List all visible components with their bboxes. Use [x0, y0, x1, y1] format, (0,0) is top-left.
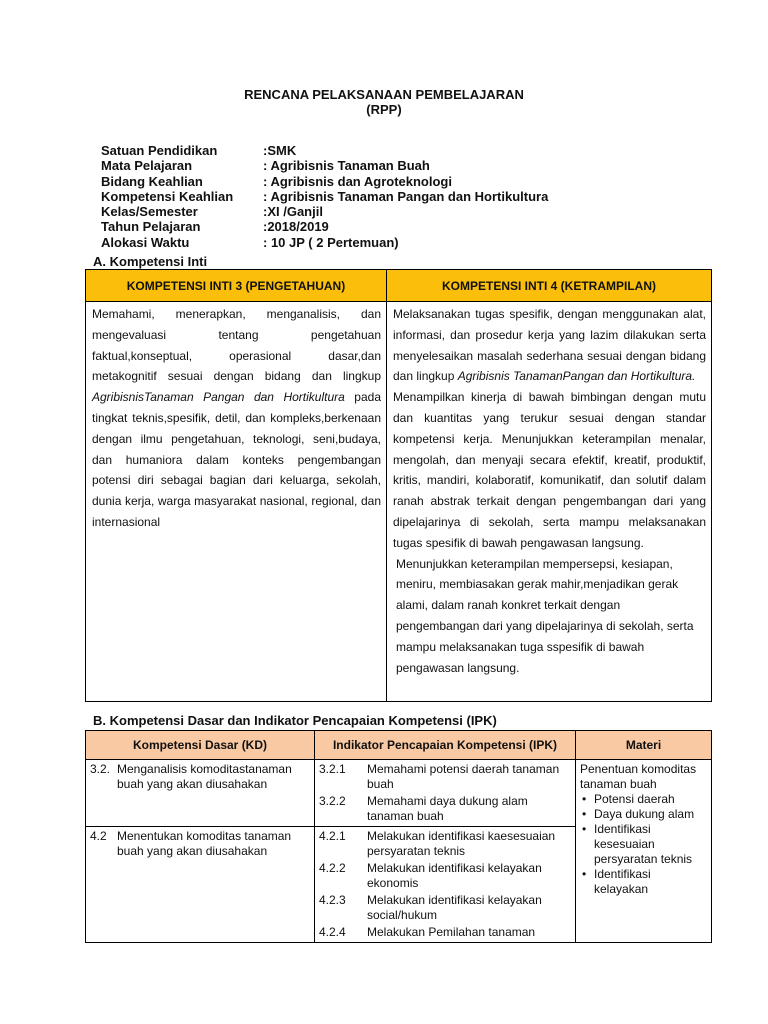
identity-label: Bidang Keahlian — [101, 173, 203, 189]
identity-label: Kompetensi Keahlian — [101, 188, 234, 204]
ipk-number: 4.2.1 — [319, 829, 346, 843]
identity-row — [101, 219, 548, 234]
ipk-number: 4.2.3 — [319, 893, 346, 907]
identity-value: :SMK — [263, 143, 297, 158]
ki4-cell — [387, 302, 712, 702]
identity-label: Kelas/Semester — [101, 204, 198, 220]
kompetensi-dasar-table — [85, 730, 712, 943]
section-b-heading: B. Kompetensi Dasar dan Indikator Pencapaian Kompetensi (IPK) — [93, 713, 497, 728]
ki3-text: Memahami, menerapkan, menganalisis, dan mengevaluasi tentang pengetahuan faktual,konseptual, operasional dasar,dan metakognitif sesuai dengan bidang dan lingkup — [92, 307, 381, 384]
ki4-paragraph-3: Menunjukkan keterampilan mempersepsi, kesiapan, meniru, membiasakan gerak mahir,menjadikan gerak alami, dalam ranah konkret terkait dengan pengembangan dari yang dipelajarinya di sekolah, serta mampu melaksanakan tuga sspesifik di bawah pengawasan langsung. — [396, 556, 694, 675]
kd-text: Menentukan komoditas tanaman buah yang akan diusahakan — [117, 829, 292, 858]
identity-value: :XI /Ganjil — [263, 204, 323, 220]
identity-label: Tahun Pelajaran — [101, 219, 201, 235]
materi-cell — [576, 760, 712, 943]
kd-number: 3.2. — [90, 762, 111, 776]
kd-cell — [86, 827, 315, 943]
ki4-paragraph-1 — [393, 304, 706, 387]
kd-item — [90, 829, 310, 859]
kd-cell — [86, 760, 315, 827]
ipk-number: 4.2.2 — [319, 861, 346, 875]
identity-value: : Agribisnis Tanaman Pangan dan Hortikultura — [263, 188, 549, 204]
materi-item: • Daya dukung alam — [594, 807, 707, 822]
ipk-item — [319, 794, 571, 824]
ipk-text: Melakukan identifikasi kelayakan ekonomis — [367, 861, 542, 890]
identity-value: : 10 JP ( 2 Pertemuan) — [263, 234, 399, 250]
kd-item — [90, 762, 310, 792]
identity-row — [101, 235, 548, 250]
ipk-item — [319, 925, 571, 940]
ki3-text-cont: pada tingkat teknis,spesifik, detil, dan kompleks,berkenaan dengan ilmu pengetahuan, teknologi, seni,budaya, dan humaniora dalam konteks pengembangan potensi diri sebagai bagian dari keluarga, sekolah, dunia kerja, warga masyarakat nasional, regional, dan internasional — [92, 390, 381, 529]
identity-row — [101, 189, 548, 204]
ki4-header: KOMPETENSI INTI 4 (KETRAMPILAN) — [387, 270, 712, 302]
identity-row — [101, 204, 548, 219]
ipk-number: 3.2.2 — [319, 794, 346, 808]
doc-title: RENCANA PELAKSANAAN PEMBELAJARAN — [244, 87, 524, 102]
ipk-number: 3.2.1 — [319, 762, 346, 776]
materi-item: • Potensi daerah — [594, 792, 707, 807]
ipk-text: Melakukan identifikasi kelayakan social/hukum — [367, 893, 542, 922]
ki4-paragraph-2: Menampilkan kinerja di bawah bimbingan dengan mutu dan kuantitas yang terukur sesuai dengan standar kompetensi kerja. Menunjukkan keterampilan menalar, mengolah, dan menyaji secara efektif, kreatif, produktif, kritis, mandiri, kolaboratif, komunikatif, dan solutif dalam ranah abstrak terkait dengan pengembangan dari yang dipelajarinya di sekolah, serta mampu melaksanakan tugas spesifik di bawah pengawasan langsung. — [393, 390, 706, 550]
identity-value: : Agribisnis Tanaman Buah — [263, 158, 430, 174]
identity-row — [101, 158, 548, 173]
section-a-heading: A. Kompetensi Inti — [93, 254, 208, 269]
ipk-item — [319, 861, 571, 891]
materi-item: • Identifikasi kesesuaian persyaratan teknis — [594, 822, 707, 867]
identity-value: :2018/2019 — [263, 219, 329, 235]
ipk-cell — [315, 760, 576, 827]
identity-label: Mata Pelajaran — [101, 158, 193, 174]
ki3-italic-text: AgribisnisTanaman Pangan dan Hortikultura — [92, 390, 345, 405]
ki4-italic-text: Agribisnis TanamanPangan dan Hortikultura. — [457, 369, 696, 384]
identity-row — [101, 143, 548, 158]
ipk-text: Memahami daya dukung alam tanaman buah — [367, 794, 528, 823]
identity-label: Satuan Pendidikan — [101, 143, 218, 158]
materi-intro: Penentuan komoditas tanaman buah — [580, 762, 697, 791]
kompetensi-inti-table — [85, 269, 712, 702]
ipk-item — [319, 893, 571, 923]
identity-block — [101, 143, 548, 250]
materi-item: • Identifikasi kelayakan — [594, 867, 707, 897]
ipk-item — [319, 762, 571, 792]
ipk-item — [319, 829, 571, 859]
identity-value: : Agribisnis dan Agroteknologi — [263, 173, 452, 189]
ki4-text: Melaksanakan tugas spesifik, dengan menggunakan alat, informasi, dan prosedur kerja yang lazim dilakukan serta menyelesaikan masalah sederhana sesuai dengan bidang dan lingkup — [393, 307, 706, 384]
ipk-text: Melakukan identifikasi kaesesuaian persyaratan teknis — [367, 829, 556, 858]
ipk-text: Melakukan Pemilahan tanaman — [367, 925, 536, 939]
identity-row — [101, 174, 548, 189]
ipk-number: 4.2.4 — [319, 925, 346, 939]
ipk-text: Memahami potensi daerah tanaman buah — [367, 762, 560, 791]
ipk-cell — [315, 827, 576, 943]
materi-list — [580, 792, 707, 897]
kd-number: 4.2 — [90, 829, 107, 843]
materi-header: Materi — [576, 731, 712, 760]
ipk-header: Indikator Pencapaian Kompetensi (IPK) — [315, 731, 576, 760]
doc-subtitle: (RPP) — [366, 102, 402, 117]
ki3-header: KOMPETENSI INTI 3 (PENGETAHUAN) — [86, 270, 387, 302]
kd-header: Kompetensi Dasar (KD) — [86, 731, 315, 760]
ki3-cell — [86, 302, 387, 702]
identity-label: Alokasi Waktu — [101, 234, 190, 250]
kd-text: Menganalisis komoditastanaman buah yang akan diusahakan — [117, 762, 292, 791]
